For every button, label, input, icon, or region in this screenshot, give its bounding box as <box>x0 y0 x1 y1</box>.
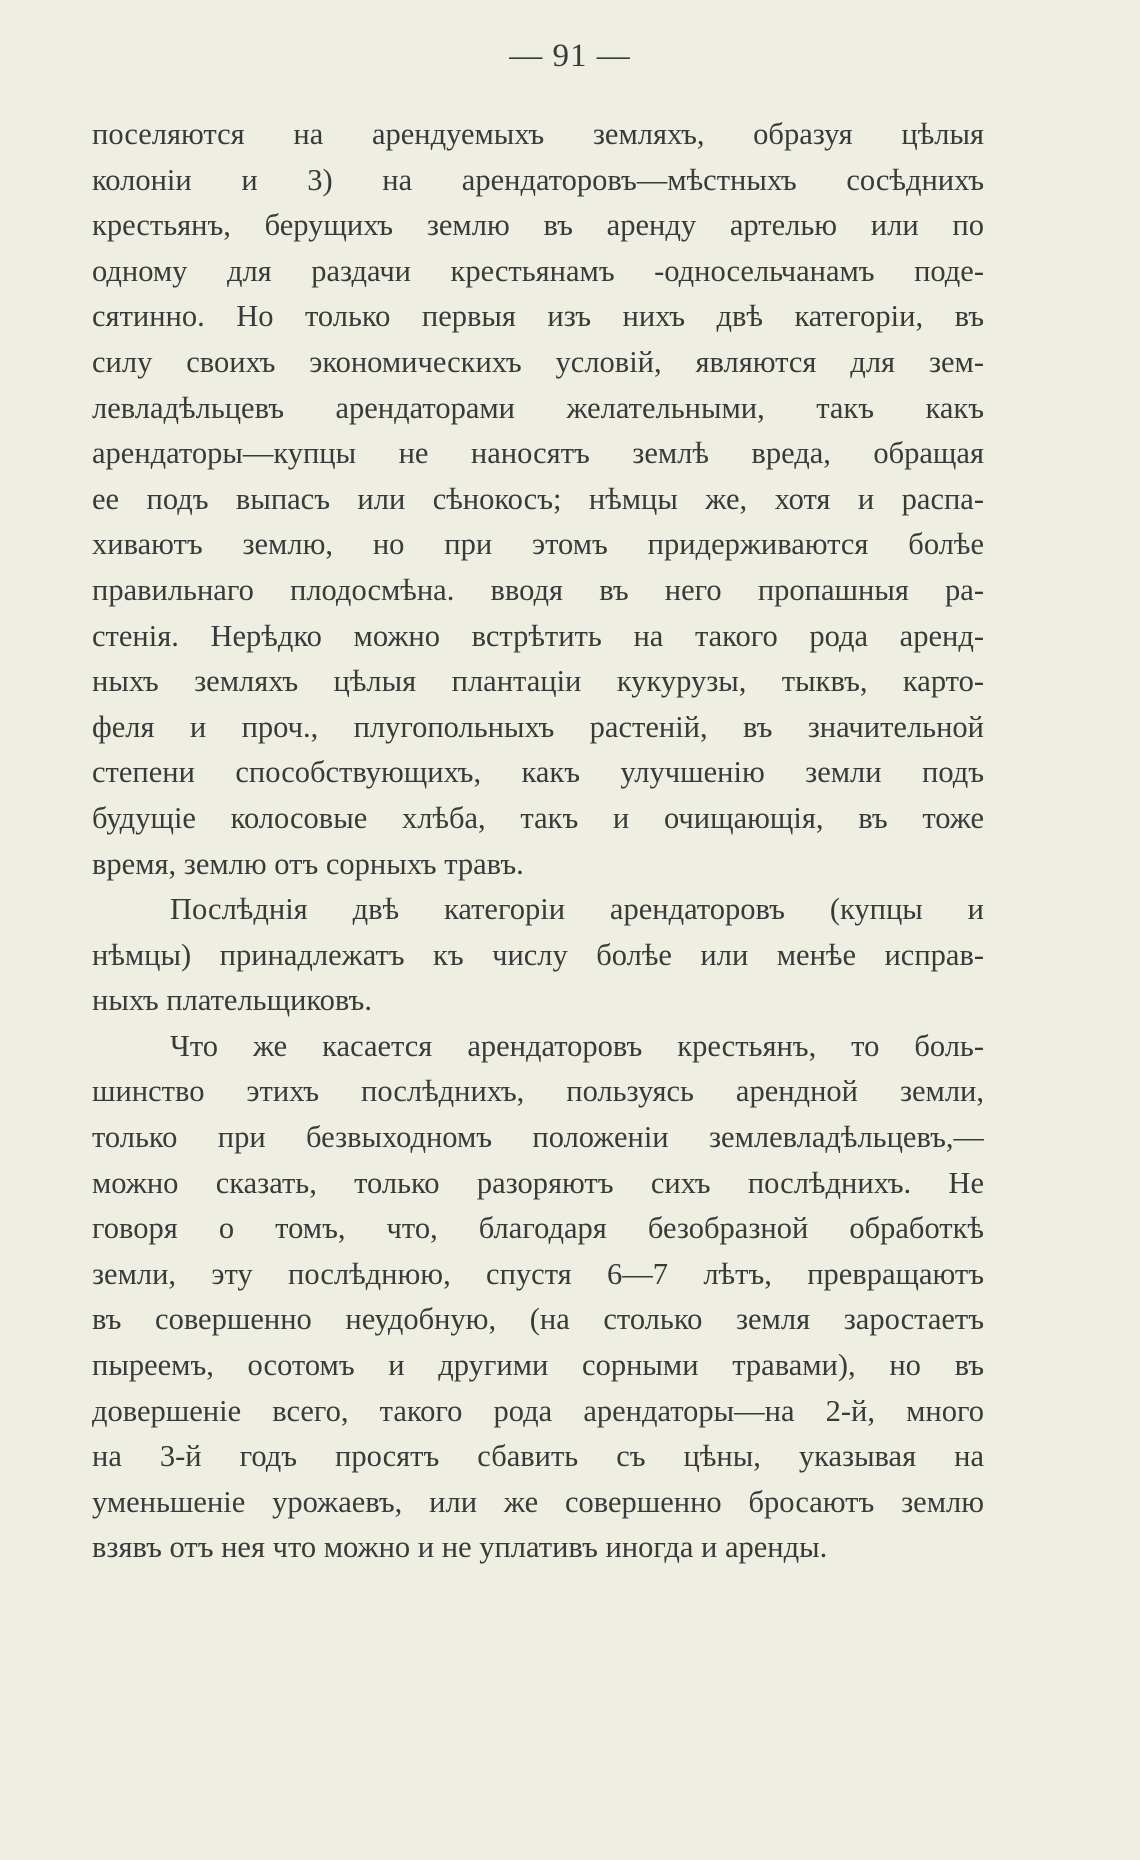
text-line: сятинно. Но только первыя изъ нихъ двѣ категоріи, въ <box>92 299 984 334</box>
text-line: уменьшеніе урожаевъ, или же совершенно бросаютъ землю <box>92 1484 984 1519</box>
text-line: одному для раздачи крестьянамъ -односельчанамъ поде- <box>92 253 984 288</box>
text-line: Что же касается арендаторовъ крестьянъ, то боль- <box>170 1028 984 1063</box>
text-line: крестьянъ, берущихъ землю въ аренду артелью или по <box>92 208 984 243</box>
text-line: Послѣднія двѣ категоріи арендаторовъ (купцы и <box>170 892 984 927</box>
paragraph <box>92 887 984 1024</box>
text-line: хиваютъ землю, но при этомъ придерживаются болѣе <box>92 527 984 562</box>
paragraph <box>92 1024 984 1571</box>
page-number: — 91 — <box>509 38 631 74</box>
paragraph <box>92 112 984 887</box>
text-line: колоніи и 3) на арендаторовъ—мѣстныхъ сосѣднихъ <box>92 162 984 197</box>
text-line: пыреемъ, осотомъ и другими сорными травами), но въ <box>92 1348 984 1383</box>
text-line: левладѣльцевъ арендаторами желательными, такъ какъ <box>92 390 984 425</box>
text-line: силу своихъ экономическихъ условій, являются для зем- <box>92 344 984 379</box>
text-line: стенія. Нерѣдко можно встрѣтить на такого рода аренд- <box>92 618 984 653</box>
text-line: арендаторы—купцы не наносятъ землѣ вреда, обращая <box>92 436 984 471</box>
text-line: только при безвыходномъ положеніи землевладѣльцевъ,— <box>92 1120 984 1155</box>
text-line: на 3-й годъ просятъ сбавить съ цѣны, указывая на <box>92 1439 984 1474</box>
text-line: время, землю отъ сорныхъ травъ. <box>92 846 524 881</box>
text-line: взявъ отъ нея что можно и не уплативъ иногда и аренды. <box>92 1530 828 1565</box>
body-text <box>92 112 984 1571</box>
text-line: говоря о томъ, что, благодаря безобразной обработкѣ <box>92 1211 984 1246</box>
text-line: ныхъ плательщиковъ. <box>92 983 372 1018</box>
text-line: можно сказать, только разоряютъ сихъ послѣднихъ. Не <box>92 1165 984 1200</box>
text-line: земли, эту послѣднюю, спустя 6—7 лѣтъ, превращаютъ <box>92 1256 984 1291</box>
text-line: въ совершенно неудобную, (на столько земля заростаетъ <box>92 1302 984 1337</box>
text-line: правильнаго плодосмѣна. вводя въ него пропашныя ра- <box>92 572 984 607</box>
text-line: нѣмцы) принадлежатъ къ числу болѣе или менѣе исправ- <box>92 937 984 972</box>
text-line: ныхъ земляхъ цѣлыя плантаціи кукурузы, тыквъ, карто- <box>92 664 984 699</box>
text-line: будущіе колосовые хлѣба, такъ и очищающія, въ тоже <box>92 800 984 835</box>
text-line: ее подъ выпасъ или сѣнокосъ; нѣмцы же, хотя и распа- <box>92 481 984 516</box>
text-line: поселяются на арендуемыхъ земляхъ, образуя цѣлыя <box>92 117 984 151</box>
text-line: феля и проч., плугопольныхъ растеній, въ значительной <box>92 709 984 744</box>
text-line: степени способствующихъ, какъ улучшенію земли подъ <box>92 755 984 790</box>
text-line: довершеніе всего, такого рода арендаторы—на 2-й, много <box>92 1393 984 1428</box>
text-line: шинство этихъ послѣднихъ, пользуясь арендной земли, <box>92 1074 984 1109</box>
